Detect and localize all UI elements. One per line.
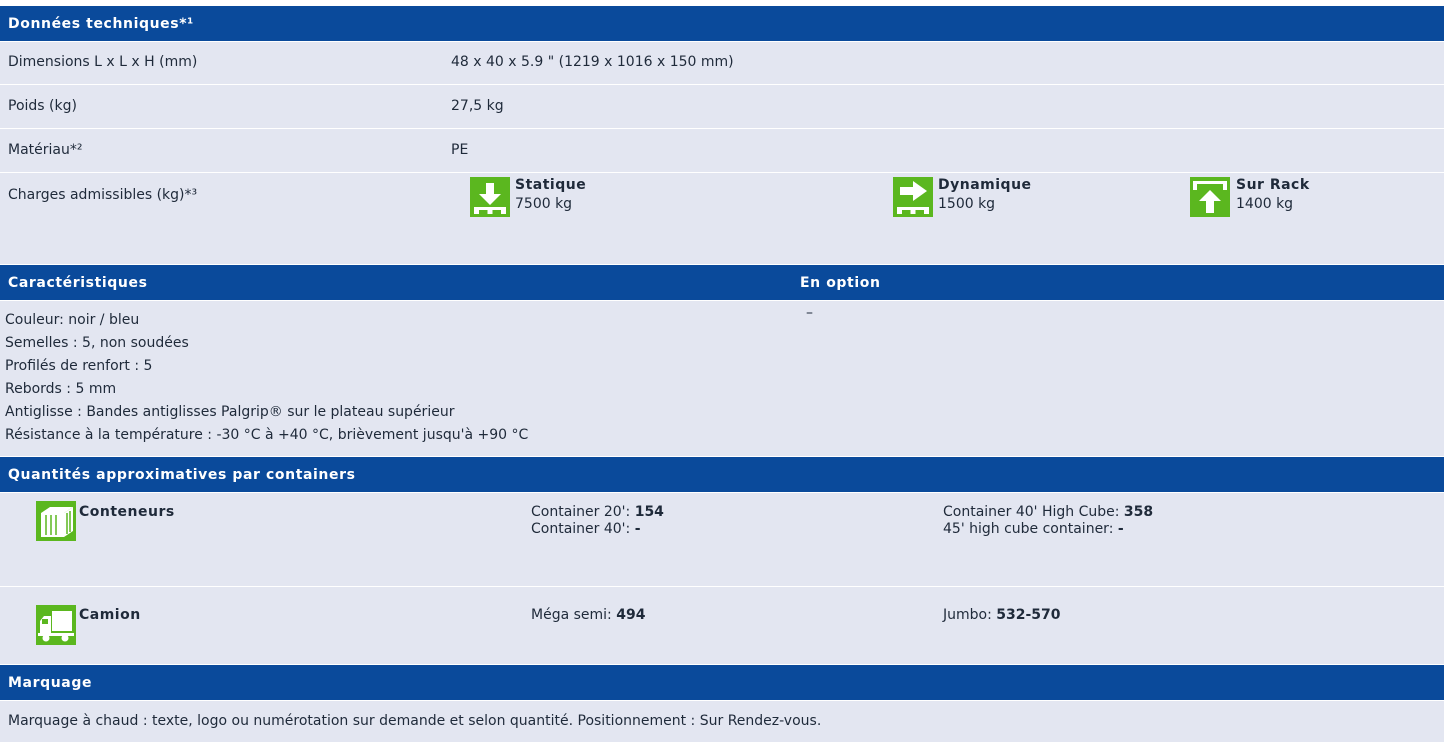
- rack-load-icon: [1190, 177, 1230, 217]
- feature-item: Antiglisse : Bandes antiglisses Palgrip® sur le plateau supérieur: [5, 404, 455, 420]
- qty-number: -: [634, 521, 641, 537]
- load-name-dynamique: Dynamique: [938, 177, 1032, 193]
- load-value-rack: 1400 kg: [1236, 196, 1294, 212]
- spec-row-dimensions: [0, 41, 1444, 84]
- section-header-caracteristiques: [0, 264, 1444, 300]
- truck-icon: [36, 605, 76, 645]
- quantity-label: Conteneurs: [79, 504, 175, 520]
- qty-text: Container 40':: [531, 521, 635, 537]
- quantity-values-col2: [943, 504, 1153, 538]
- option-value: –: [806, 305, 813, 321]
- marquage-text: Marquage à chaud : texte, logo ou numérotation sur demande et selon quantité. Positionnement : Sur Rendez-vous.: [8, 713, 822, 729]
- spec-value: 27,5 kg: [451, 98, 504, 114]
- dynamic-load-icon: [893, 177, 933, 217]
- features-row: [0, 300, 1444, 456]
- load-name-rack: Sur Rack: [1236, 177, 1310, 193]
- quantity-row-conteneurs: [0, 492, 1444, 586]
- spec-label: Matériau*²: [8, 142, 83, 158]
- quantity-values-col2: [943, 607, 1061, 623]
- qty-number: 358: [1123, 504, 1154, 520]
- spec-row-materiau: [0, 128, 1444, 172]
- qty-text: Jumbo:: [943, 607, 997, 623]
- quantity-row-camion: [0, 586, 1444, 664]
- spec-label: Poids (kg): [8, 98, 77, 114]
- qty-text: Container 20':: [531, 504, 635, 520]
- section-header-marquage: [0, 664, 1444, 700]
- spec-label: Charges admissibles (kg)*³: [8, 187, 198, 203]
- qty-number: -: [1117, 521, 1124, 537]
- section-title: Marquage: [8, 675, 93, 691]
- load-value-statique: 7500 kg: [515, 196, 573, 212]
- section-title: Quantités approximatives par containers: [8, 467, 356, 483]
- section-title: Caractéristiques: [8, 275, 148, 291]
- spec-value: 48 x 40 x 5.9 " (1219 x 1016 x 150 mm): [451, 54, 734, 70]
- quantity-values-col1: [531, 607, 645, 623]
- section-header-quantites: [0, 456, 1444, 492]
- section-title-option: En option: [800, 275, 881, 291]
- static-load-icon: [470, 177, 510, 217]
- feature-item: Profilés de renfort : 5: [5, 358, 153, 374]
- section-title: Données techniques*¹: [8, 16, 194, 32]
- spec-row-charges: [0, 172, 1444, 264]
- feature-item: Couleur: noir / bleu: [5, 312, 140, 328]
- qty-text: Container 40' High Cube:: [943, 504, 1124, 520]
- qty-text: 45' high cube container:: [943, 521, 1118, 537]
- qty-number: 532-570: [996, 607, 1061, 623]
- container-icon: [36, 501, 76, 541]
- feature-item: Résistance à la température : -30 °C à +40 °C, brièvement jusqu'à +90 °C: [5, 427, 529, 443]
- qty-number: 494: [616, 607, 646, 623]
- feature-item: Rebords : 5 mm: [5, 381, 117, 397]
- section-header-donnees-techniques: [0, 5, 1444, 41]
- features-list: [5, 309, 528, 447]
- spec-label: Dimensions L x L x H (mm): [8, 54, 198, 70]
- spec-row-poids: [0, 84, 1444, 128]
- feature-item: Semelles : 5, non soudées: [5, 335, 189, 351]
- qty-text: Méga semi:: [531, 607, 617, 623]
- load-name-statique: Statique: [515, 177, 587, 193]
- quantity-label: Camion: [79, 607, 141, 623]
- marquage-row: [0, 700, 1444, 742]
- load-value-dynamique: 1500 kg: [938, 196, 996, 212]
- qty-number: 154: [634, 504, 664, 520]
- quantity-values-col1: [531, 504, 664, 538]
- spec-value: PE: [451, 142, 469, 158]
